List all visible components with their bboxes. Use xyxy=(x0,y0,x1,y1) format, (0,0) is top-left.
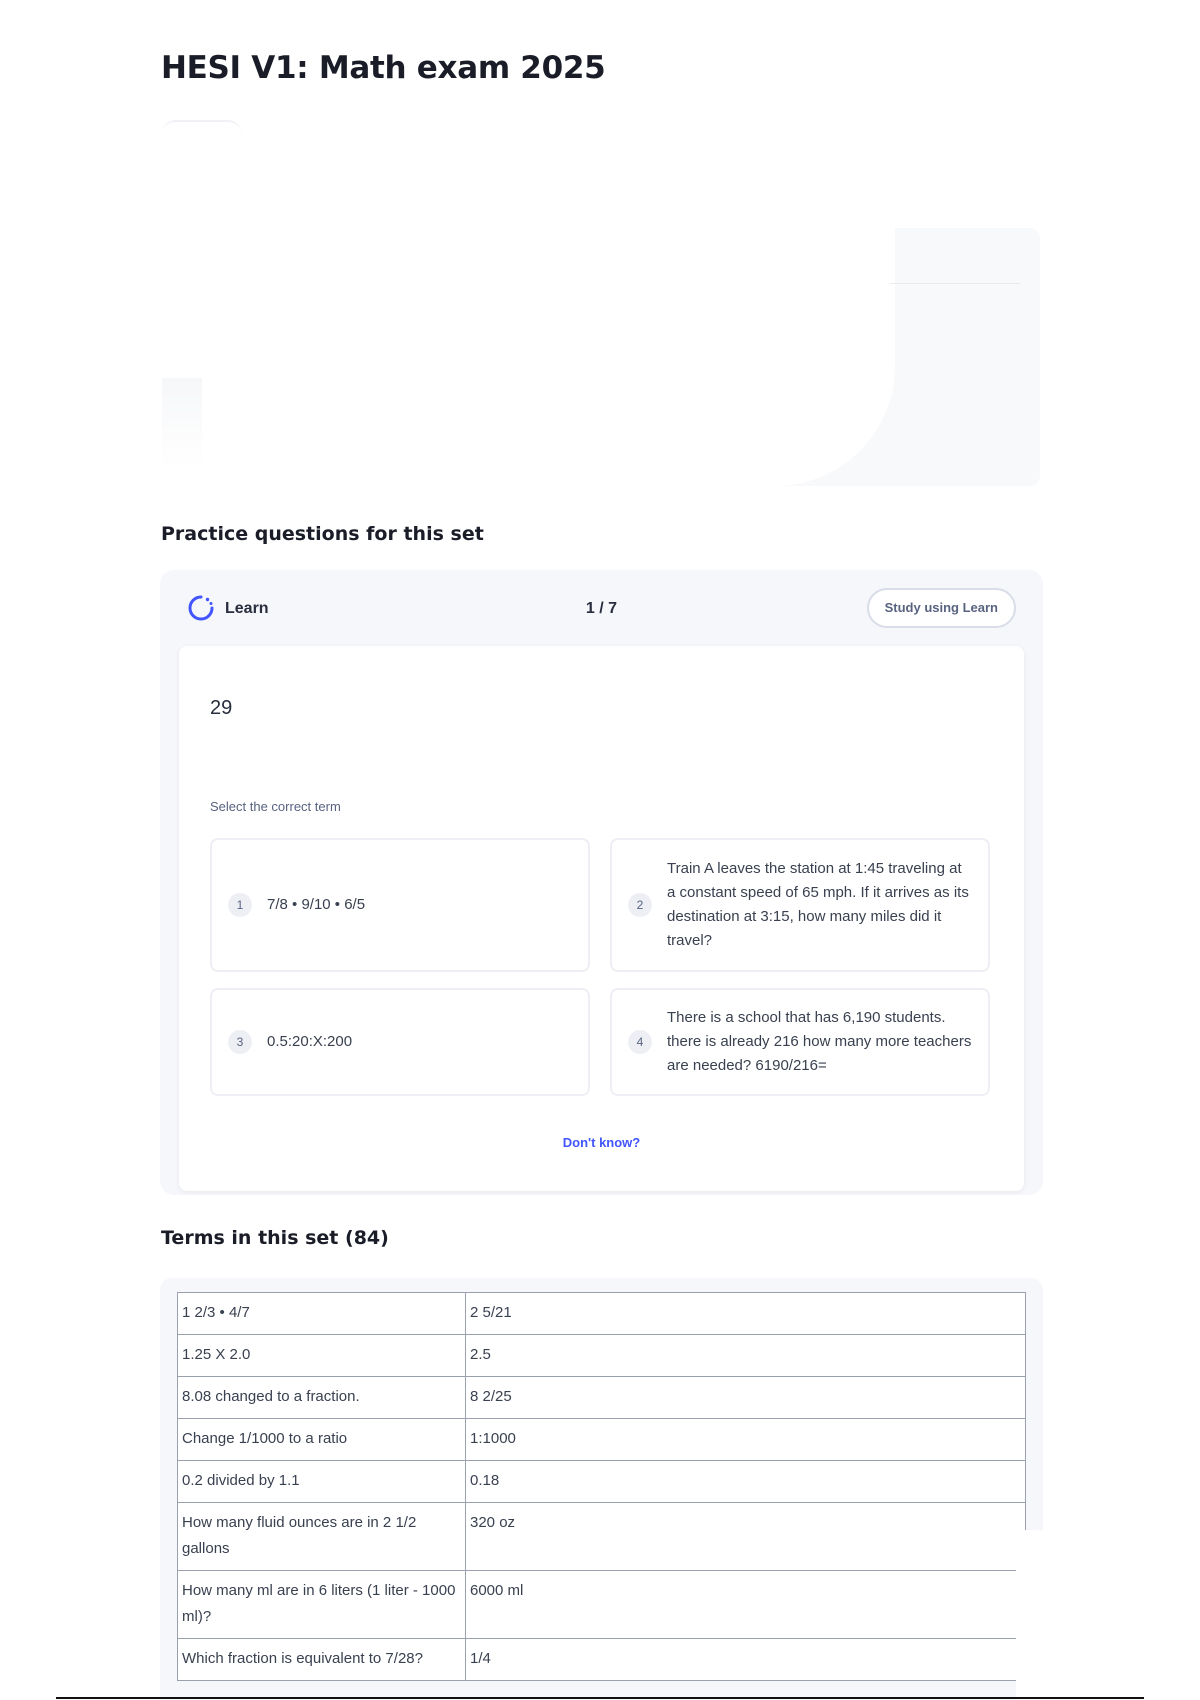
term-cell: 1.25 X 2.0 xyxy=(178,1335,466,1377)
terms-list xyxy=(160,1278,1043,1700)
definition-cell: 2 5/21 xyxy=(466,1293,1026,1335)
term-cell: 0.2 divided by 1.1 xyxy=(178,1461,466,1503)
table-row xyxy=(178,1461,1026,1503)
term-cell: 8.08 changed to a fraction. xyxy=(178,1377,466,1419)
definition-cell: 1:1000 xyxy=(466,1419,1026,1461)
definition-cell: 8 2/25 xyxy=(466,1377,1026,1419)
term-cell: Change 1/1000 to a ratio xyxy=(178,1419,466,1461)
definition-cell: 320 oz xyxy=(466,1503,1026,1571)
placeholder-bar xyxy=(162,378,202,468)
placeholder-panel-mask xyxy=(645,228,895,486)
terms-heading: Terms in this set (84) xyxy=(161,1227,389,1249)
learn-header xyxy=(160,570,1043,646)
question-prompt: 29 xyxy=(210,697,233,719)
placeholder-divider xyxy=(890,283,1020,284)
option-text: 0.5:20:X:200 xyxy=(267,1033,353,1050)
option-number-badge: 3 xyxy=(228,1030,252,1054)
option-text: There is a school that has 6,190 students. there is already 216 how many more teachers are needed? 6190/216= xyxy=(667,1009,972,1074)
table-row xyxy=(178,1639,1026,1681)
question-panel xyxy=(179,646,1024,1191)
option-number-badge: 1 xyxy=(228,893,252,917)
table-row xyxy=(178,1335,1026,1377)
placeholder-panel xyxy=(645,228,1040,486)
option-text: 7/8 • 9/10 • 6/5 xyxy=(267,896,366,913)
definition-cell: 6000 ml xyxy=(466,1571,1026,1639)
study-using-learn-button[interactable]: Study using Learn xyxy=(867,588,1016,628)
option-number-badge: 4 xyxy=(628,1030,652,1054)
definition-cell: 1/4 xyxy=(466,1639,1026,1681)
learn-mode-label: Learn xyxy=(225,600,269,617)
table-row xyxy=(178,1503,1026,1571)
term-cell: How many fluid ounces are in 2 1/2 gallons xyxy=(178,1503,466,1571)
dont-know-link[interactable]: Don't know? xyxy=(562,1135,641,1150)
answer-option-2[interactable] xyxy=(610,838,990,972)
answer-option-4[interactable] xyxy=(610,988,990,1096)
table-row xyxy=(178,1293,1026,1335)
term-cell: Which fraction is equivalent to 7/28? xyxy=(178,1639,466,1681)
answer-option-1[interactable] xyxy=(210,838,590,972)
option-text: Train A leaves the station at 1:45 traveling at a constant speed of 65 mph. If it arrives as its destination at 3:15, how many miles did it travel? xyxy=(667,860,969,949)
table-row xyxy=(178,1377,1026,1419)
terms-table xyxy=(177,1292,1026,1681)
edge-mask xyxy=(1016,1530,1056,1700)
placeholder-tab-outline xyxy=(162,120,242,134)
question-instruction: Select the correct term xyxy=(210,799,341,814)
definition-cell: 0.18 xyxy=(466,1461,1026,1503)
table-row xyxy=(178,1571,1026,1639)
page-title: HESI V1: Math exam 2025 xyxy=(161,50,606,86)
question-counter: 1 / 7 xyxy=(585,600,618,617)
page-bottom-rule xyxy=(56,1697,1144,1699)
option-number-badge: 2 xyxy=(628,893,652,917)
practice-heading: Practice questions for this set xyxy=(161,523,484,545)
term-cell: 1 2/3 • 4/7 xyxy=(178,1293,466,1335)
table-row xyxy=(178,1419,1026,1461)
definition-cell: 2.5 xyxy=(466,1335,1026,1377)
term-cell: How many ml are in 6 liters (1 liter - 1000 ml)? xyxy=(178,1571,466,1639)
practice-card xyxy=(160,570,1043,1195)
answer-option-3[interactable] xyxy=(210,988,590,1096)
